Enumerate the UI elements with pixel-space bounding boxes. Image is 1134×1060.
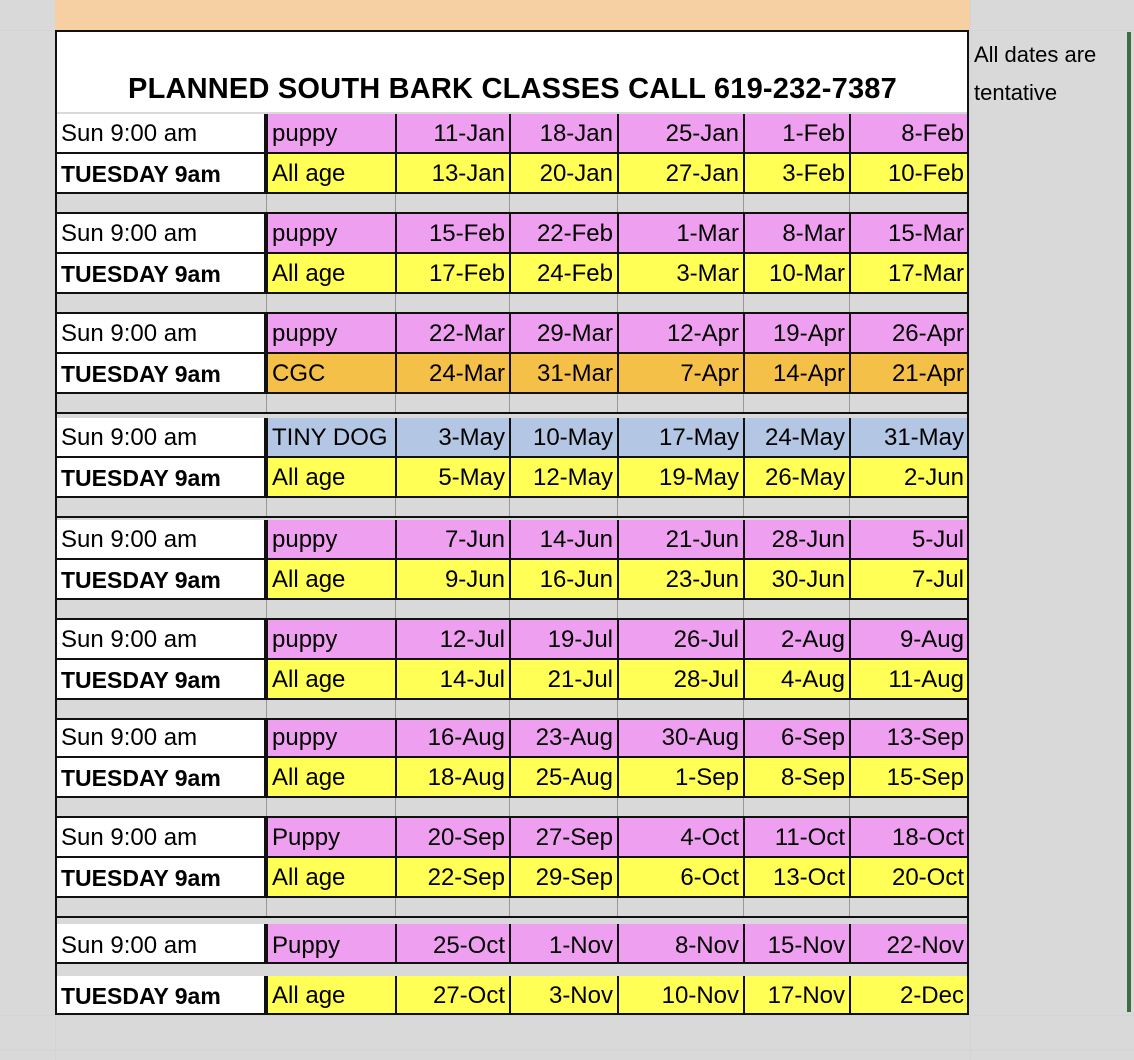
spacer-row [57, 194, 968, 214]
day-time-cell: TUESDAY 9am [57, 458, 266, 498]
class-date-cell: 10-Feb [849, 154, 968, 194]
class-type-cell: Puppy [266, 924, 395, 964]
class-date-cell: 28-Jun [743, 520, 849, 560]
class-date-cell: 31-Mar [509, 354, 617, 394]
class-date-cell: 26-May [743, 458, 849, 498]
tuesday-class-row [57, 458, 968, 498]
class-type-cell: Puppy [266, 818, 395, 858]
class-type-cell: All age [266, 758, 395, 798]
class-type-cell: TINY DOG [266, 418, 395, 458]
class-date-cell: 16-Aug [395, 718, 509, 758]
day-time-cell: TUESDAY 9am [57, 254, 266, 294]
day-time-cell: Sun 9:00 am [57, 924, 266, 964]
class-date-cell: 3-Mar [617, 254, 743, 294]
class-date-cell: 17-Feb [395, 254, 509, 294]
class-date-cell: 23-Aug [509, 718, 617, 758]
class-type-cell: puppy [266, 520, 395, 560]
class-date-cell: 30-Jun [743, 560, 849, 600]
class-date-cell: 2-Jun [849, 458, 968, 498]
tuesday-class-row [57, 976, 968, 1016]
class-date-cell: 11-Oct [743, 818, 849, 858]
class-date-cell: 14-Apr [743, 354, 849, 394]
class-date-cell: 27-Oct [395, 976, 509, 1015]
class-date-cell: 28-Jul [617, 660, 743, 700]
class-date-cell: 20-Jan [509, 154, 617, 194]
class-date-cell: 9-Jun [395, 560, 509, 600]
day-time-cell: TUESDAY 9am [57, 758, 266, 798]
sheet-edge-bar [1127, 32, 1131, 1012]
day-time-cell: Sun 9:00 am [57, 718, 266, 758]
day-time-cell: TUESDAY 9am [57, 154, 266, 194]
spacer-row [57, 898, 968, 918]
class-date-cell: 11-Aug [849, 660, 968, 700]
class-type-cell: puppy [266, 718, 395, 758]
spacer-row [57, 798, 968, 818]
class-date-cell: 21-Jul [509, 660, 617, 700]
day-time-cell: TUESDAY 9am [57, 976, 266, 1015]
sunday-class-row [57, 214, 968, 254]
class-date-cell: 22-Mar [395, 314, 509, 354]
sunday-class-row [57, 314, 968, 354]
sunday-class-row [57, 520, 968, 560]
class-date-cell: 19-Jul [509, 620, 617, 660]
class-date-cell: 6-Oct [617, 858, 743, 898]
page-title: PLANNED SOUTH BARK CLASSES CALL 619-232-7387 [57, 32, 968, 112]
tuesday-class-row [57, 154, 968, 194]
tuesday-class-row [57, 560, 968, 600]
class-date-cell: 3-Nov [509, 976, 617, 1015]
class-date-cell: 30-Aug [617, 718, 743, 758]
class-date-cell: 21-Apr [849, 354, 968, 394]
class-type-cell: All age [266, 660, 395, 700]
class-date-cell: 15-Sep [849, 758, 968, 798]
spacer-row [57, 700, 968, 720]
class-date-cell: 4-Aug [743, 660, 849, 700]
class-date-cell: 20-Oct [849, 858, 968, 898]
class-date-cell: 1-Sep [617, 758, 743, 798]
class-date-cell: 21-Jun [617, 520, 743, 560]
class-date-cell: 8-Sep [743, 758, 849, 798]
tuesday-class-row [57, 758, 968, 798]
class-date-cell: 5-May [395, 458, 509, 498]
class-type-cell: puppy [266, 314, 395, 354]
day-time-cell: TUESDAY 9am [57, 560, 266, 600]
sunday-class-row [57, 418, 968, 458]
class-date-cell: 9-Aug [849, 620, 968, 660]
class-type-cell: All age [266, 976, 395, 1015]
class-date-cell: 2-Dec [849, 976, 968, 1015]
spacer-row [57, 600, 968, 620]
class-date-cell: 15-Mar [849, 214, 968, 254]
class-date-cell: 18-Aug [395, 758, 509, 798]
tuesday-class-row [57, 858, 968, 898]
class-date-cell: 10-May [509, 418, 617, 458]
day-time-cell: Sun 9:00 am [57, 214, 266, 254]
class-date-cell: 22-Feb [509, 214, 617, 254]
class-date-cell: 14-Jun [509, 520, 617, 560]
sunday-class-row [57, 818, 968, 858]
class-date-cell: 7-Apr [617, 354, 743, 394]
header-band [55, 0, 970, 30]
spacer-row [57, 394, 968, 414]
class-date-cell: 27-Sep [509, 818, 617, 858]
class-date-cell: 7-Jul [849, 560, 968, 600]
class-type-cell: All age [266, 560, 395, 600]
class-date-cell: 1-Feb [743, 114, 849, 154]
class-date-cell: 13-Sep [849, 718, 968, 758]
class-date-cell: 18-Jan [509, 114, 617, 154]
class-date-cell: 16-Jun [509, 560, 617, 600]
class-date-cell: 11-Jan [395, 114, 509, 154]
class-date-cell: 14-Jul [395, 660, 509, 700]
class-type-cell: puppy [266, 214, 395, 254]
sunday-class-row [57, 114, 968, 154]
day-time-cell: Sun 9:00 am [57, 620, 266, 660]
class-date-cell: 15-Nov [743, 924, 849, 964]
class-date-cell: 12-Apr [617, 314, 743, 354]
class-type-cell: All age [266, 154, 395, 194]
day-time-cell: TUESDAY 9am [57, 858, 266, 898]
class-date-cell: 17-Nov [743, 976, 849, 1015]
tentative-note: All dates are tentative [974, 42, 1097, 105]
class-date-cell: 3-May [395, 418, 509, 458]
class-date-cell: 25-Aug [509, 758, 617, 798]
class-date-cell: 22-Sep [395, 858, 509, 898]
class-type-cell: All age [266, 858, 395, 898]
class-date-cell: 15-Feb [395, 214, 509, 254]
class-date-cell: 24-Feb [509, 254, 617, 294]
class-date-cell: 19-May [617, 458, 743, 498]
sunday-class-row [57, 924, 968, 964]
class-date-cell: 2-Aug [743, 620, 849, 660]
class-date-cell: 20-Sep [395, 818, 509, 858]
class-date-cell: 1-Nov [509, 924, 617, 964]
class-date-cell: 26-Jul [617, 620, 743, 660]
class-date-cell: 26-Apr [849, 314, 968, 354]
day-time-cell: TUESDAY 9am [57, 660, 266, 700]
class-date-cell: 29-Mar [509, 314, 617, 354]
day-time-cell: Sun 9:00 am [57, 314, 266, 354]
class-date-cell: 1-Mar [617, 214, 743, 254]
class-date-cell: 10-Mar [743, 254, 849, 294]
class-type-cell: puppy [266, 620, 395, 660]
class-date-cell: 24-Mar [395, 354, 509, 394]
class-date-cell: 13-Oct [743, 858, 849, 898]
class-date-cell: 12-Jul [395, 620, 509, 660]
class-date-cell: 8-Nov [617, 924, 743, 964]
sunday-class-row [57, 718, 968, 758]
class-date-cell: 25-Jan [617, 114, 743, 154]
class-date-cell: 24-May [743, 418, 849, 458]
class-date-cell: 19-Apr [743, 314, 849, 354]
class-type-cell: CGC [266, 354, 395, 394]
class-date-cell: 8-Feb [849, 114, 968, 154]
sunday-class-row [57, 620, 968, 660]
class-type-cell: All age [266, 458, 395, 498]
class-date-cell: 13-Jan [395, 154, 509, 194]
class-date-cell: 23-Jun [617, 560, 743, 600]
class-date-cell: 18-Oct [849, 818, 968, 858]
class-date-cell: 17-Mar [849, 254, 968, 294]
class-date-cell: 27-Jan [617, 154, 743, 194]
day-time-cell: Sun 9:00 am [57, 520, 266, 560]
tuesday-class-row [57, 354, 968, 394]
spacer-row [57, 294, 968, 314]
class-date-cell: 31-May [849, 418, 968, 458]
class-date-cell: 3-Feb [743, 154, 849, 194]
class-date-cell: 12-May [509, 458, 617, 498]
tuesday-class-row [57, 660, 968, 700]
day-time-cell: Sun 9:00 am [57, 418, 266, 458]
class-type-cell: puppy [266, 114, 395, 154]
tuesday-class-row [57, 254, 968, 294]
day-time-cell: Sun 9:00 am [57, 818, 266, 858]
class-type-cell: All age [266, 254, 395, 294]
class-date-cell: 5-Jul [849, 520, 968, 560]
class-date-cell: 17-May [617, 418, 743, 458]
class-date-cell: 4-Oct [617, 818, 743, 858]
day-time-cell: Sun 9:00 am [57, 114, 266, 154]
class-date-cell: 25-Oct [395, 924, 509, 964]
class-date-cell: 6-Sep [743, 718, 849, 758]
class-date-cell: 7-Jun [395, 520, 509, 560]
class-date-cell: 22-Nov [849, 924, 968, 964]
day-time-cell: TUESDAY 9am [57, 354, 266, 394]
class-date-cell: 8-Mar [743, 214, 849, 254]
class-date-cell: 10-Nov [617, 976, 743, 1015]
class-date-cell: 29-Sep [509, 858, 617, 898]
spacer-row [57, 498, 968, 518]
